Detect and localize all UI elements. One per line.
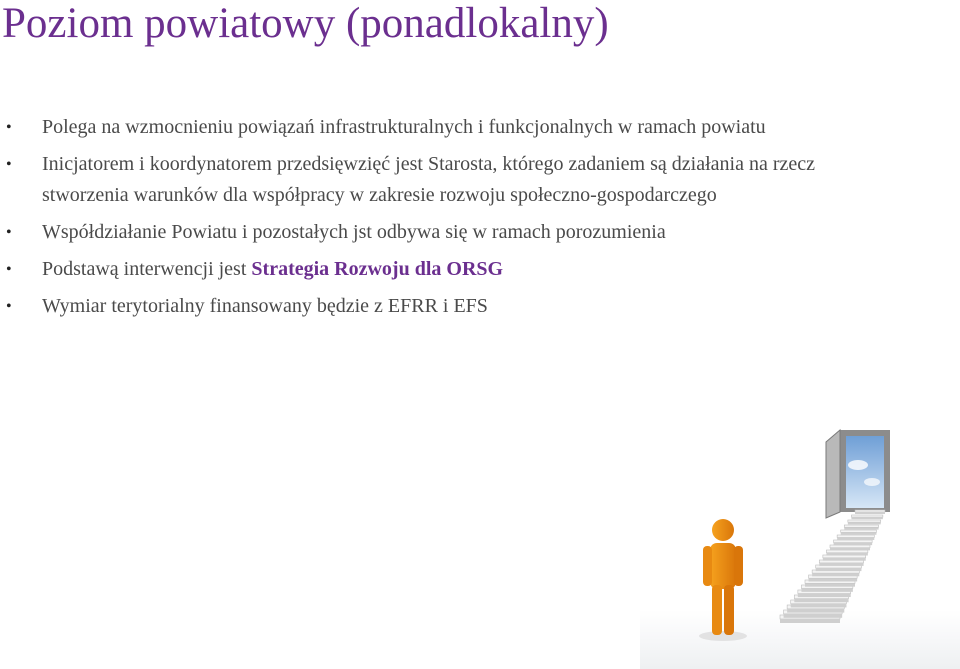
stair-riser — [844, 527, 878, 529]
stair-riser — [834, 543, 873, 546]
stair-step — [826, 550, 867, 553]
stairs-icon — [780, 510, 885, 623]
bullet-text: Współdziałanie Powiatu i pozostałych jst odbywa się w ramach porozumienia — [42, 221, 666, 243]
stair-riser — [848, 522, 881, 524]
stair-step — [830, 545, 870, 548]
bullet-text-prefix: Podstawą interwencji jest — [42, 258, 252, 280]
bullet-list — [0, 112, 900, 328]
stair-step — [848, 520, 881, 522]
door-icon — [826, 430, 890, 518]
stair-riser — [830, 548, 870, 551]
stair-riser — [819, 563, 863, 566]
stair-riser — [816, 568, 862, 571]
stairs-door-illustration — [640, 420, 960, 669]
bullet-icon: • — [6, 261, 12, 278]
bullet-icon: • — [6, 119, 12, 136]
stair-step — [844, 525, 878, 527]
stair-riser — [823, 558, 866, 561]
bullet-text: Polega na wzmocnieniu powiązań infrastrukturalnych i funkcjonalnych w ramach powiatu — [42, 116, 766, 138]
stair-step — [841, 530, 877, 532]
bullet-text: Wymiar terytorialny finansowany będzie z EFRR i EFS — [42, 295, 488, 317]
bullet-text: Inicjatorem i koordynatorem przedsięwzięć jest Starosta, którego zadaniem są działania na rzecz stworzenia warunków dla współpracy w zakresie rozwoju społeczno-gospodarczego — [42, 153, 815, 206]
bullet-item — [0, 112, 900, 143]
strategy-emphasis: Strategia Rozwoju dla ORSG — [251, 258, 504, 280]
bullet-item — [0, 149, 900, 211]
slide-title: Poziom powiatowy (ponadlokalny) — [2, 0, 609, 47]
stair-riser — [837, 537, 874, 539]
stair-riser — [826, 553, 867, 556]
stair-riser — [801, 588, 852, 591]
bullet-item — [0, 291, 900, 322]
stair-step — [855, 510, 885, 512]
stair-riser — [809, 578, 858, 581]
stair-riser — [812, 573, 859, 576]
stair-riser — [851, 517, 882, 519]
stair-riser — [805, 583, 855, 586]
bullet-item — [0, 217, 900, 248]
stair-riser — [841, 532, 877, 534]
stair-riser — [780, 619, 840, 623]
stair-riser — [798, 594, 851, 598]
bullet-icon: • — [6, 156, 12, 173]
stair-riser — [787, 609, 844, 613]
stair-riser — [794, 599, 848, 603]
stair-riser — [855, 512, 885, 514]
stair-step — [837, 535, 874, 537]
bullet-icon: • — [6, 224, 12, 241]
stair-step — [834, 540, 873, 543]
stair-riser — [791, 604, 847, 608]
bullet-item — [0, 254, 900, 285]
bullet-icon: • — [6, 298, 12, 315]
stair-riser — [784, 614, 843, 618]
stair-step — [851, 515, 882, 517]
